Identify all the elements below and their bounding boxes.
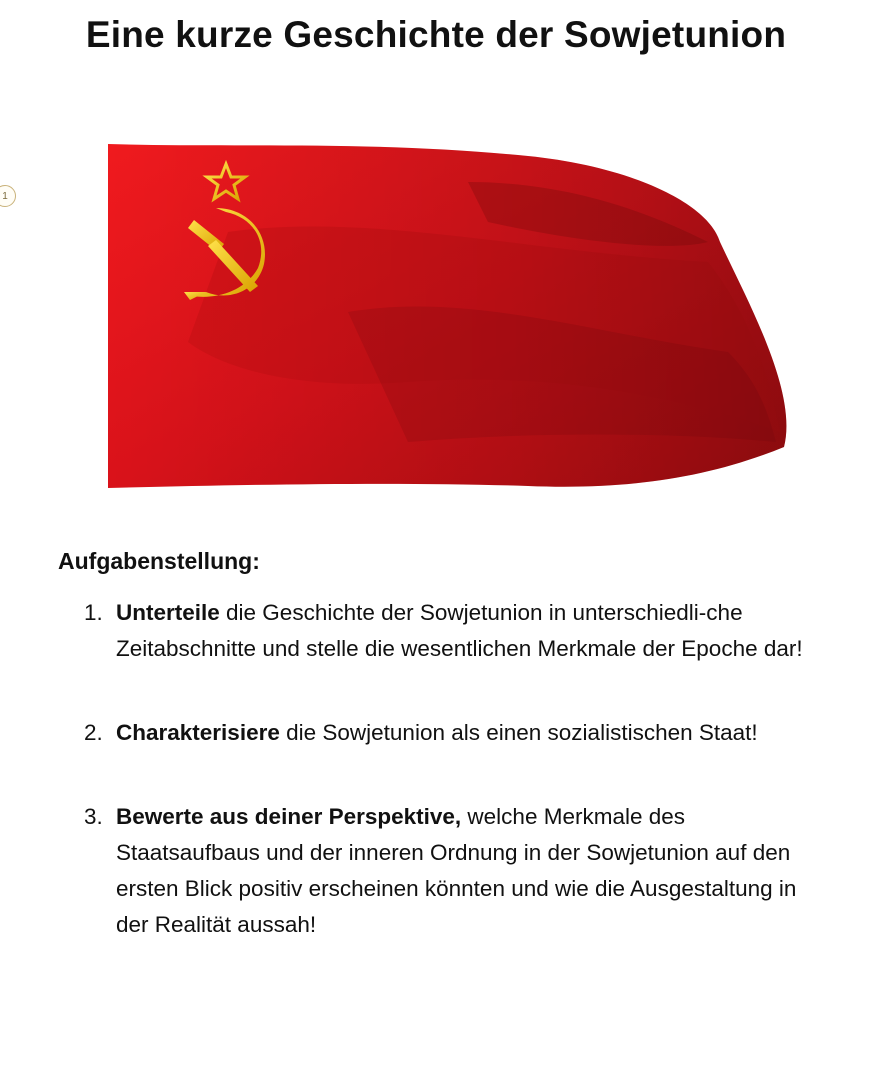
task-number: 1.: [84, 600, 103, 625]
task-text: die Geschichte der Sowjetunion in unterschiedli-che Zeitabschnitte und stelle die wesentlichen Merkmale der Epoche dar!: [116, 600, 803, 661]
task-keyword: Unterteile: [116, 600, 220, 625]
flag-graphic: [108, 142, 788, 490]
task-item: [84, 799, 834, 943]
task-text: welche Merkmale des Staatsaufbaus und der inneren Ordnung in der Sowjetunion auf den ersten Blick positiv erscheinen könnten und wie die Ausgestaltung in der Realität aussah!: [116, 804, 797, 937]
task-keyword: Charakterisiere: [116, 720, 280, 745]
assignment-heading: Aufgabenstellung:: [58, 548, 260, 574]
page-number-marker: 1: [0, 185, 16, 207]
task-text: die Sowjetunion als einen sozialistischen Staat!: [279, 720, 758, 745]
soviet-flag-image: [108, 142, 788, 490]
task-number: 3.: [84, 804, 103, 829]
task-number: 2.: [84, 720, 103, 745]
task-list: [84, 595, 834, 943]
task-keyword: Bewerte aus deiner Perspektive,: [116, 804, 462, 829]
task-item: [84, 715, 834, 751]
task-item: [84, 595, 834, 667]
page-title: Eine kurze Geschichte der Sowjetunion: [85, 14, 787, 55]
